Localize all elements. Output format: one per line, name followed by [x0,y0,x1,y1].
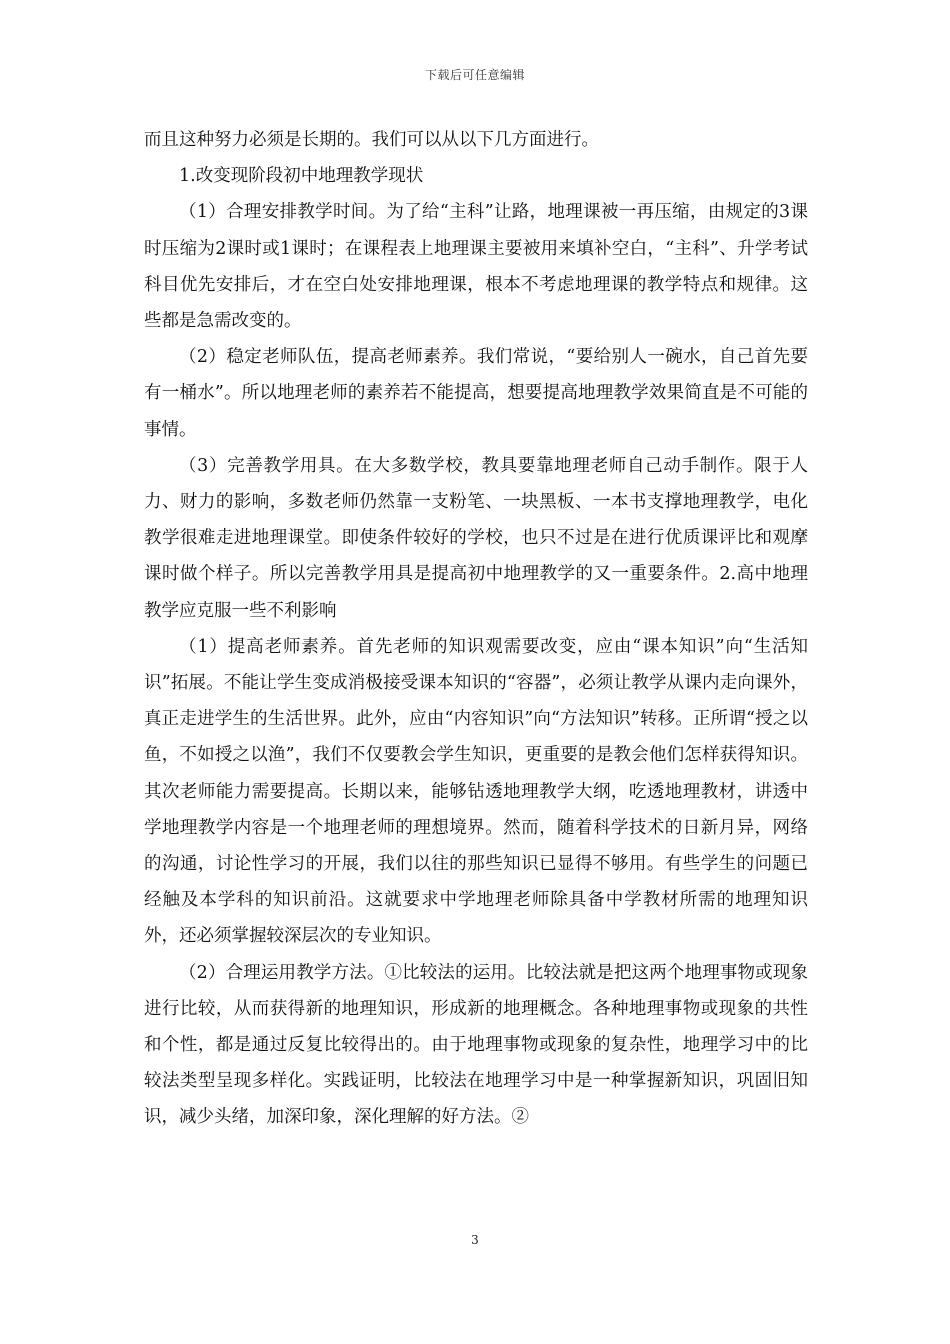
paragraph-teacher-quality: （1）提高老师素养。首先老师的知识观需要改变，应由“课本知识”向“生活知识”拓展。不能让学生变成消极接受课本知识的“容器”，必须让教学从课内走向课外，真正走进学生的生活世界。此外，应由“内容知识”向“方法知识”转移。正所谓“授之以鱼，不如授之以渔”，我们不仅要教会学生知识，更重要的是教会他们怎样获得知识。其次老师能力需要提高。长期以来，能够钻透地理教学大纲，吃透地理教材，讲透中学地理教学内容是一个地理老师的理想境界。然而，随着科学技术的日新月异，网络的沟通，讨论性学习的开展，我们以往的那些知识已显得不够用。有些学生的问题已经触及本学科的知识前沿。这就要求中学地理老师除具备中学教材所需的地理知识外，还必须掌握较深层次的专业知识。 [144,636,808,947]
document-body [144,122,808,1136]
section-heading-1: 1.改变现阶段初中地理教学现状 [179,166,424,187]
paragraph-teaching-methods: （2）合理运用教学方法。①比较法的运用。比较法就是把这两个地理事物或现象进行比较，从而获得新的地理知识，形成新的地理概念。各种地理事物或现象的共性和个性，都是通过反复比较得出的。由于地理事物或现象的复杂性，地理学习中的比较法类型呈现多样化。实践证明，比较法在地理学习中是一种掌握新知识，巩固旧知识，减少头绪，加深印象，深化理解的好方法。② [144,962,808,1128]
paragraph-teacher-team: （2）稳定老师队伍，提高老师素养。我们常说，“要给别人一碗水，自己首先要有一桶水”。所以地理老师的素养若不能提高，想要提高地理教学效果简直是不可能的事情。 [144,347,808,440]
page-header: 下载后可任意编辑 [424,68,525,82]
paragraph-teaching-tools: （3）完善教学用具。在大多数学校，教具要靠地理老师自己动手制作。限于人力、财力的影响，多数老师仍然靠一支粉笔、一块黑板、一本书支撑地理教学，电化教学很难走进地理课堂。即使条件较好的学校，也只不过是在进行优质课评比和观摩课时做个样子。所以完善教学用具是提高初中地理教学的又一重要条件。2.高中地理教学应克服一些不利影响 [144,455,808,621]
paragraph-1: 而且这种努力必须是长期的。我们可以从以下几方面进行。 [144,130,599,150]
page-number: 3 [471,1233,479,1247]
paragraph-teaching-time: （1）合理安排教学时间。为了给“主科”让路，地理课被一再压缩，由规定的3课时压缩为2课时或1课时；在课程表上地理课主要被用来填补空白，“主科”、升学考试科目优先安排后，才在空白处安排地理课，根本不考虑地理课的教学特点和规律。这些都是急需改变的。 [144,202,808,332]
